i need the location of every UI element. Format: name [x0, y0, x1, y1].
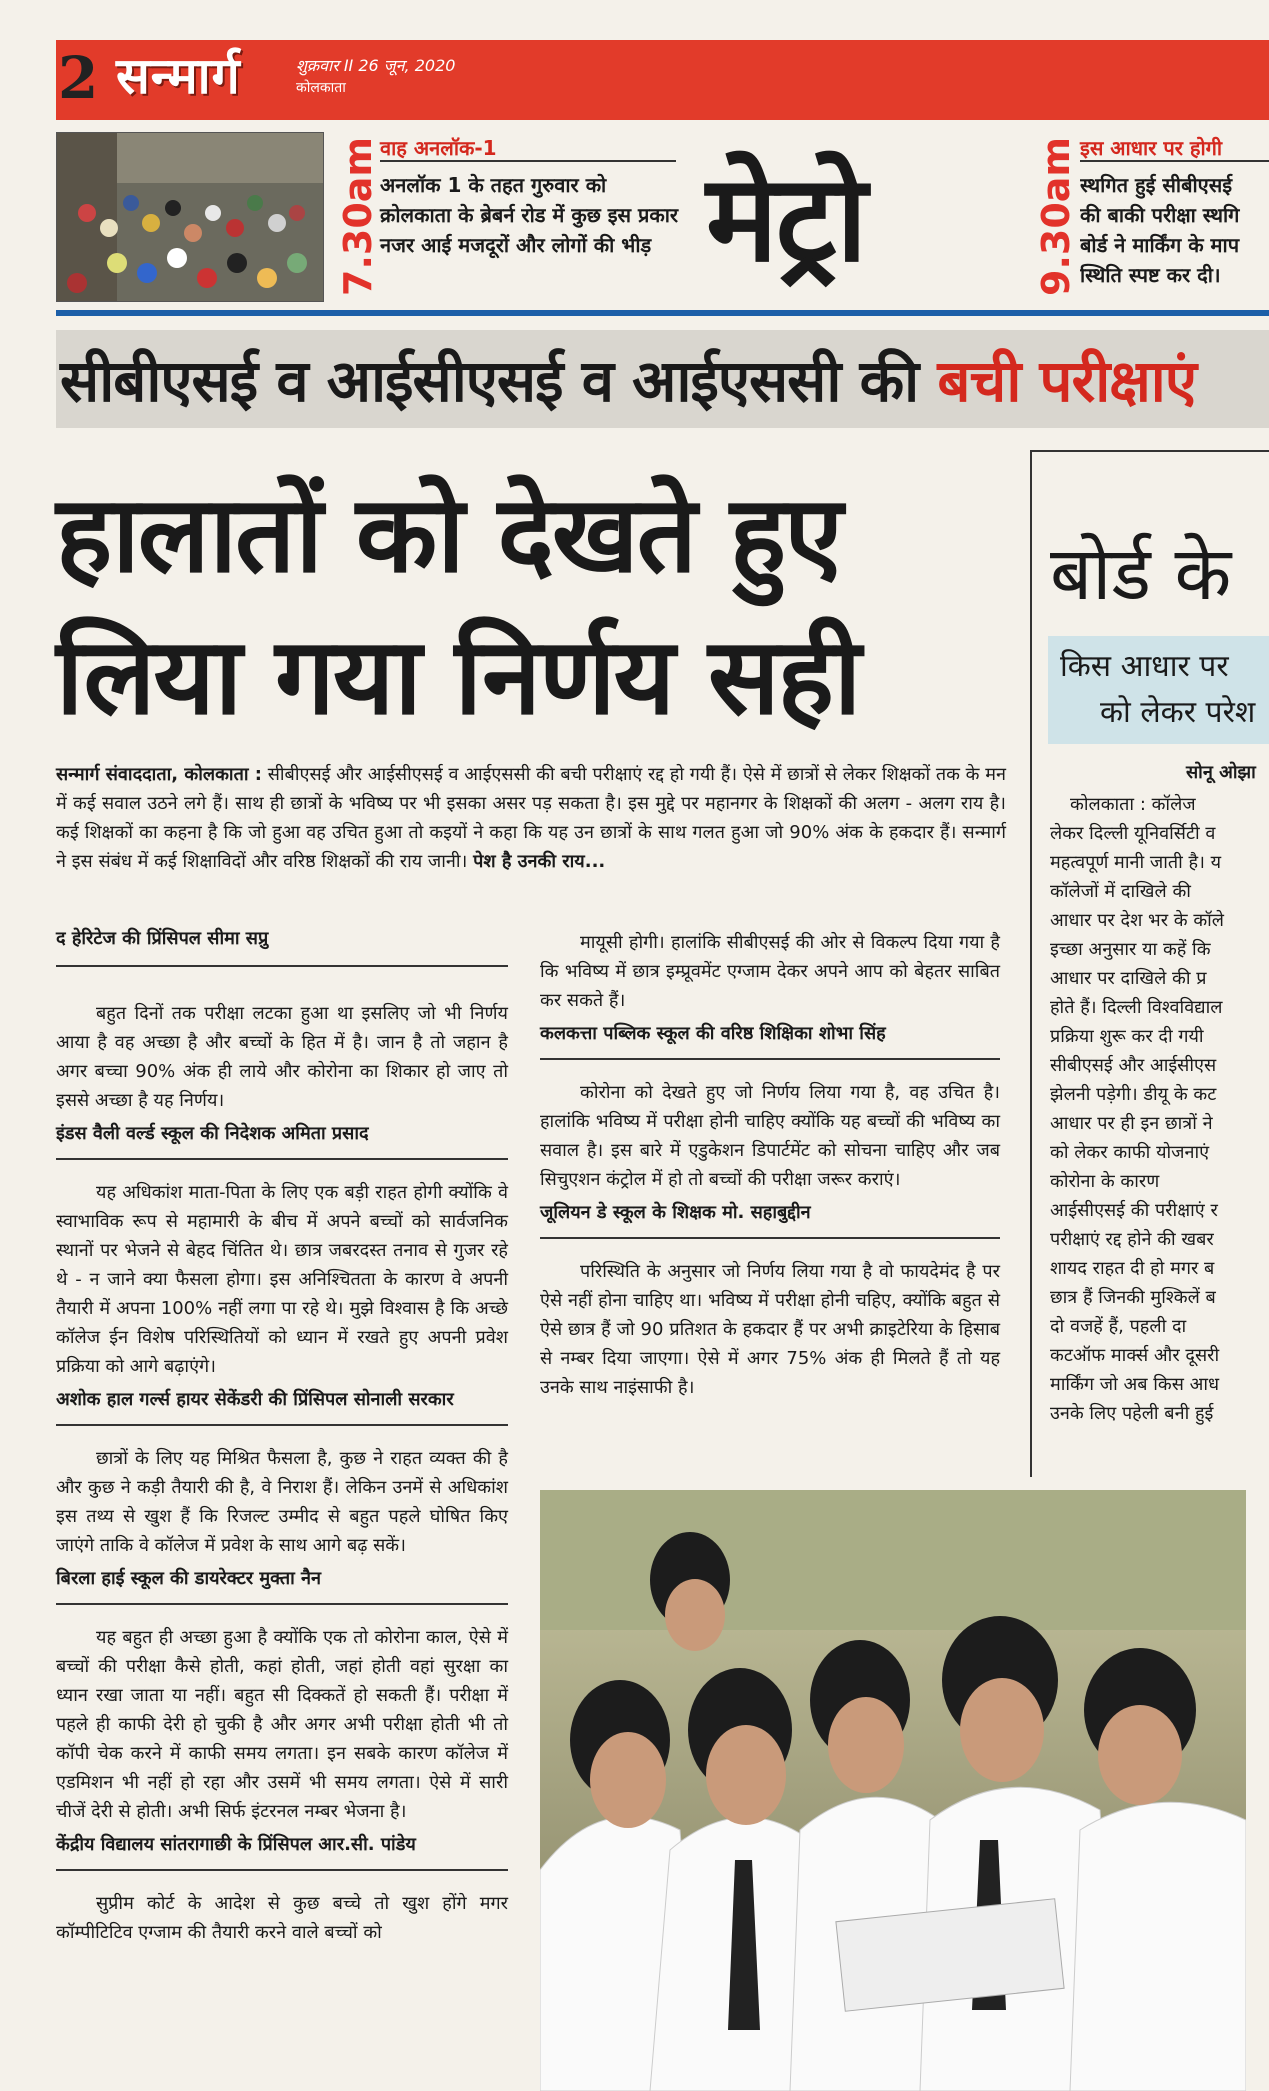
side-body-line: लेकर दिल्ली यूनिवर्सिटी व — [1050, 823, 1216, 844]
side-body-line: कोलकाता : कॉलेज — [1070, 794, 1196, 815]
students-photo — [540, 1490, 1246, 2091]
side-body-line: आधार पर दाखिले की प्र — [1050, 968, 1207, 989]
teaser-left: अनलॉक 1 के तहत गुरुवार को क्रोलकाता के ब्रेबर्न रोड में कुछ इस प्रकार नजर आई मजदूरों और लोगों की भीड़ — [380, 173, 679, 257]
attribution: अशोक हाल गर्ल्स हायर सेकेंडरी की प्रिंसिपल सोनाली सरकार — [56, 1385, 508, 1426]
side-headline: बोर्ड के — [1050, 531, 1232, 617]
attribution: केंद्रीय विद्यालय सांतरागाछी के प्रिंसिपल आर.सी. पांडेय — [56, 1830, 508, 1871]
teaser-line: की बाकी परीक्षा स्थगि — [1080, 203, 1240, 227]
story-intro — [56, 760, 1006, 876]
quote-text: परिस्थिति के अनुसार जो निर्णय लिया गया है वो फायदेमंद है पर ऐसे नहीं होना चाहिए था। भविष्य में परीक्षा होनी चहिए, क्योंकि बहुत से ऐसे छात्र हैं जो 90 प्रतिशत के हकदार हैं पर अभी क्राइटेरिया के हिसाब से नम्बर दिया जाएगा। ऐसे में अगर 75% अंक ही मिलते हैं तो यह उनके साथ नाइंसाफी है। — [540, 1261, 1000, 1398]
intro-text: सीबीएसई और आईसीएसई व आईएससी की बची परीक्षाएं रद्द हो गयी हैं। ऐसे में छात्रों से लेकर शिक्षकों तक के मन में कई सवाल उठने लगे हैं। साथ ही छात्रों के भविष्य पर भी इसका असर पड़ सकता है। इस मुद्दे पर महानगर के शिक्षकों की अलग - अलग राय है। कई शिक्षकों का कहना है कि जो हुआ वह उचित हुआ तो कइयों ने कहा कि यह उन छात्रों के साथ गलत हुआ जो 90% अंक के हकदार हैं। सन्मार्ग ने इस संबंध में कई शिक्षाविदों और वरिष्ठ शिक्षकों की राय जानी। — [56, 764, 1006, 872]
side-body-line: झेलनी पड़ेगी। डीयू के कट — [1050, 1084, 1217, 1105]
side-body-line: दो वजहें हैं, पहली दा — [1050, 1316, 1187, 1337]
side-body-line: इच्छा अनुसार या कहें कि — [1050, 939, 1211, 960]
side-body-line: उनके लिए पहेली बनी हुई — [1050, 1403, 1214, 1424]
attribution: इंडस वैली वर्ल्ड स्कूल की निदेशक अमिता प्रसाद — [56, 1119, 508, 1160]
quote-text: यह बहुत ही अच्छा हुआ है क्योंकि एक तो कोरोना काल, ऐसे में बच्चों की परीक्षा कैसे होती, कहां होती, जहां होती वहां सुरक्षा का ध्यान रखा जाता या नहीं। बहुत सी दिक्कतें हो सकती हैं। परीक्षा में पहले ही काफी देरी हो चुकी है और अगर अभी परीक्षा होती भी तो कॉपी चेक करने में काफी समय लगता। इन सबके कारण कॉलेज में एडमिशन भी नहीं हो रहा और उसमें भी समय लगता। ऐसे में सारी चीजें देरी से होती। अभी सिर्फ इंटरनल नम्बर भेजना है। — [56, 1627, 508, 1822]
attribution: जूलियन डे स्कूल के शिक्षक मो. सहाबुद्दीन — [540, 1198, 1000, 1239]
side-body-line: आधार पर देश भर के कॉले — [1050, 910, 1225, 931]
quote-text: कोरोना को देखते हुए जो निर्णय लिया गया है, वह उचित है। हालांकि भविष्य में परीक्षा होनी चाहिए क्योंकि यह बच्चों की भविष्य का सवाल है। इस बारे में एडुकेशन डिपार्टमेंट को सोचना चाहिए और जब सिचुएशन कंट्रोल में हो तो बच्चों की परीक्षा जरूर कराएं। — [540, 1082, 1000, 1190]
subhead-line: किस आधार पर — [1060, 649, 1229, 684]
subhead-line: को लेकर परेश — [1100, 695, 1256, 730]
divider — [1080, 160, 1269, 162]
quote-text: छात्रों के लिए यह मिश्रित फैसला है, कुछ ने राहत व्यक्त की है और कुछ ने कड़ी तैयारी की है, वे निराश हैं। लेकिन उनमें से अधिकांश इस तथ्य से खुश हैं कि रिजल्ट उम्मीद से बहुत पहले घोषित किए जाएंगे ताकि वे कॉलेज में प्रवेश के साथ आगे बढ़ सकें। — [56, 1448, 508, 1556]
kicker-left: वाह अनलॉक-1 — [380, 136, 497, 160]
side-body-line: को लेकर काफी योजनाएं — [1050, 1142, 1210, 1163]
attribution: कलकत्ता पब्लिक स्कूल की वरिष्ठ शिक्षिका शोभा सिंह — [540, 1019, 1000, 1060]
time-stamp-left: 7.30am — [336, 137, 380, 296]
quote-text: बहुत दिनों तक परीक्षा लटका हुआ था इसलिए जो भी निर्णय आया है वह अच्छा है और बच्चों के हित में है। जान है तो जहान है अगर बच्चा 90% अंक ही लाये और कोरोना का शिकार हो जाए तो इससे अच्छा है यह निर्णय। — [56, 1003, 508, 1111]
column-a — [56, 924, 508, 1965]
teaser-right — [1080, 170, 1269, 290]
headline-line-1: हालातों को देखते हुए — [56, 473, 841, 596]
quote-text: सुप्रीम कोर्ट के आदेश से कुछ बच्चे तो खुश होंगे मगर कॉम्पीटिटिव एग्जाम की तैयारी करने वाले बच्चों को — [56, 1893, 508, 1943]
side-body — [1050, 790, 1269, 1460]
side-body-line: कॉलेजों में दाखिले की — [1050, 881, 1191, 902]
quote-text: यह अधिकांश माता-पिता के लिए एक बड़ी राहत होगी क्योंकि वे स्वाभाविक रूप से महामारी के बीच में अपने बच्चों को सार्वजनिक स्थानों पर भेजने से बेहद चिंतित थे। छात्र जबरदस्त तनाव से गुजर रहे थे - न जाने क्या फैसला होगा। इस अनिश्चितता के कारण वे अपनी तैयारी में अपना 100% नहीं लगा पा रहे थे। मुझे विश्वास है कि अच्छे कॉलेज ईन विशेष परिस्थितियों को ध्यान में रखते हुए अपनी प्रवेश प्रक्रिया को आगे बढ़ाएंगे। — [56, 1182, 508, 1377]
side-body-line: शायद राहत दी हो मगर ब — [1050, 1258, 1215, 1279]
attribution: द हेरिटेज की प्रिंसिपल सीमा सप्रु — [56, 924, 508, 967]
side-body-line: सीबीएसई और आईसीएस — [1050, 1055, 1217, 1076]
issue-city: कोलकाता — [296, 80, 346, 96]
teaser-line: स्थिति स्पष्ट कर दी। — [1080, 263, 1221, 287]
side-body-line: छात्र हैं जिनकी मुश्किलें ब — [1050, 1287, 1216, 1308]
crowd-photo — [56, 132, 324, 302]
side-body-line: महत्वपूर्ण मानी जाती है। य — [1050, 852, 1222, 873]
teaser-line: स्थगित हुई सीबीएसई — [1080, 173, 1233, 197]
kicker-highlight: बची परीक्षाएं — [937, 347, 1196, 415]
dateline: सन्मार्ग संवाददाता, कोलकाता : — [56, 764, 262, 785]
issue-date: शुक्रवार II 26 जून, 2020 — [296, 56, 456, 75]
side-subhead — [1060, 644, 1269, 736]
side-body-line: आईसीएसई की परीक्षाएं र — [1050, 1200, 1218, 1221]
kicker-right: इस आधार पर होगी — [1080, 136, 1223, 160]
paper-name: सन्मार्ग — [116, 47, 241, 105]
attribution: बिरला हाई स्कूल की डायरेक्टर मुक्ता नैन — [56, 1564, 508, 1605]
quote-text: मायूसी होगी। हालांकि सीबीएसई की ओर से विकल्प दिया गया है कि भविष्य में छात्र इम्प्रूवमेंट एग्जाम देकर अपने आप को बेहतर साबित कर सकते हैं। — [540, 932, 1000, 1011]
section-title: मेट्रो — [706, 150, 866, 289]
side-body-line: आधार पर ही इन छात्रों ने — [1050, 1113, 1213, 1134]
kicker-text: सीबीएसई व आईसीएसई व आईएससी की — [60, 347, 919, 415]
side-body-line: कोरोना के कारण — [1050, 1171, 1160, 1192]
side-body-line: मार्किंग जो अब किस आध — [1050, 1374, 1220, 1395]
teaser-line: बोर्ड ने मार्किंग के माप — [1080, 233, 1240, 257]
side-byline: सोनू ओझा — [1186, 762, 1256, 783]
story-kicker — [60, 336, 1196, 426]
intro-end: पेश है उनकी राय... — [473, 851, 606, 872]
column-b — [540, 928, 1000, 1420]
headline-line-2: लिया गया निर्णय सही — [56, 615, 860, 738]
side-body-line: कटऑफ मार्क्स और दूसरी — [1050, 1345, 1220, 1366]
side-body-line: होते हैं। दिल्ली विश्वविद्याल — [1050, 997, 1223, 1018]
time-stamp-right: 9.30am — [1034, 137, 1078, 296]
side-body-line: प्रक्रिया शुरू कर दी गयी — [1050, 1026, 1204, 1047]
section-rule — [56, 310, 1269, 316]
divider — [380, 160, 676, 162]
page-number: 2 — [58, 44, 99, 112]
side-body-line: परीक्षाएं रद्द होने की खबर — [1050, 1229, 1214, 1250]
